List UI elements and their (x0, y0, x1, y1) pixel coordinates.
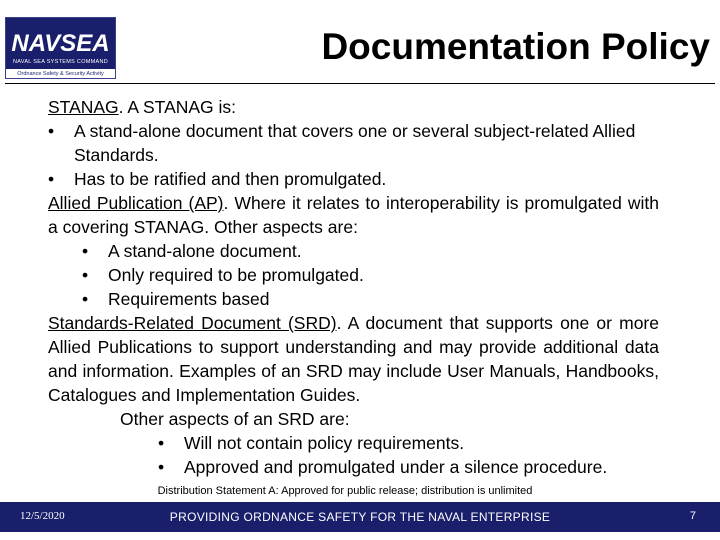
logo-activity: Ordnance Safety & Security Activity (6, 69, 115, 79)
bullet: • (158, 457, 165, 477)
list-item (48, 167, 659, 191)
list-item-text: A stand-alone document. (108, 241, 302, 261)
bullet: • (48, 121, 55, 141)
srd-text: . A document that supports one or more Allied Publications to support understanding and may provide additional data and information. Examples of an SRD may include User Manuals, Handbooks, Catalogues and Implementation Guides. (48, 313, 659, 405)
list-item-text: A stand-alone document that covers one or several subject-related Allied Standards. (74, 121, 636, 165)
srd-paragraph (48, 311, 659, 407)
srd-other-aspects: Other aspects of an SRD are: (120, 409, 350, 429)
ap-text: . Where it relates to interoperability is promulgated with a covering STANAG. Other aspects are: (48, 193, 660, 237)
stanag-intro: . A STANAG is: (118, 97, 237, 117)
bullet: • (82, 289, 89, 309)
footer-slogan: PROVIDING ORDNANCE SAFETY FOR THE NAVAL ENTERPRISE (169, 510, 551, 524)
navsea-logo (5, 17, 116, 79)
footer-bar (0, 502, 720, 532)
bullet: • (82, 265, 89, 285)
bullet: • (158, 433, 165, 453)
slide-title: Documentation Policy (321, 26, 710, 67)
list-item (48, 119, 659, 167)
list-item (48, 263, 659, 287)
title-divider (5, 83, 715, 84)
bullet: • (48, 169, 55, 189)
footer-date: 12/5/2020 (20, 510, 65, 522)
distribution-statement: Distribution Statement A: Approved for public release; distribution is unlimited (157, 485, 533, 497)
ap-paragraph (48, 191, 659, 239)
list-item-text: Has to be ratified and then promulgated. (74, 169, 387, 189)
stanag-paragraph (48, 95, 659, 119)
slide-body (48, 95, 659, 479)
list-item (48, 455, 659, 479)
list-item-text: Approved and promulgated under a silence procedure. (184, 457, 608, 477)
list-item-text: Only required to be promulgated. (108, 265, 364, 285)
stanag-term: STANAG (48, 97, 119, 117)
logo-command: NAVAL SEA SYSTEMS COMMAND (12, 59, 109, 65)
ap-term: Allied Publication (AP) (48, 193, 224, 213)
list-item-text: Will not contain policy requirements. (184, 433, 465, 453)
slide-number: 7 (689, 510, 696, 522)
logo-brand: NAVSEA (11, 30, 110, 57)
list-item-text: Requirements based (108, 289, 270, 309)
srd-term: Standards-Related Document (SRD) (48, 313, 337, 333)
list-item (48, 239, 659, 263)
bullet: • (82, 241, 89, 261)
list-item (48, 287, 659, 311)
list-item (48, 431, 659, 455)
